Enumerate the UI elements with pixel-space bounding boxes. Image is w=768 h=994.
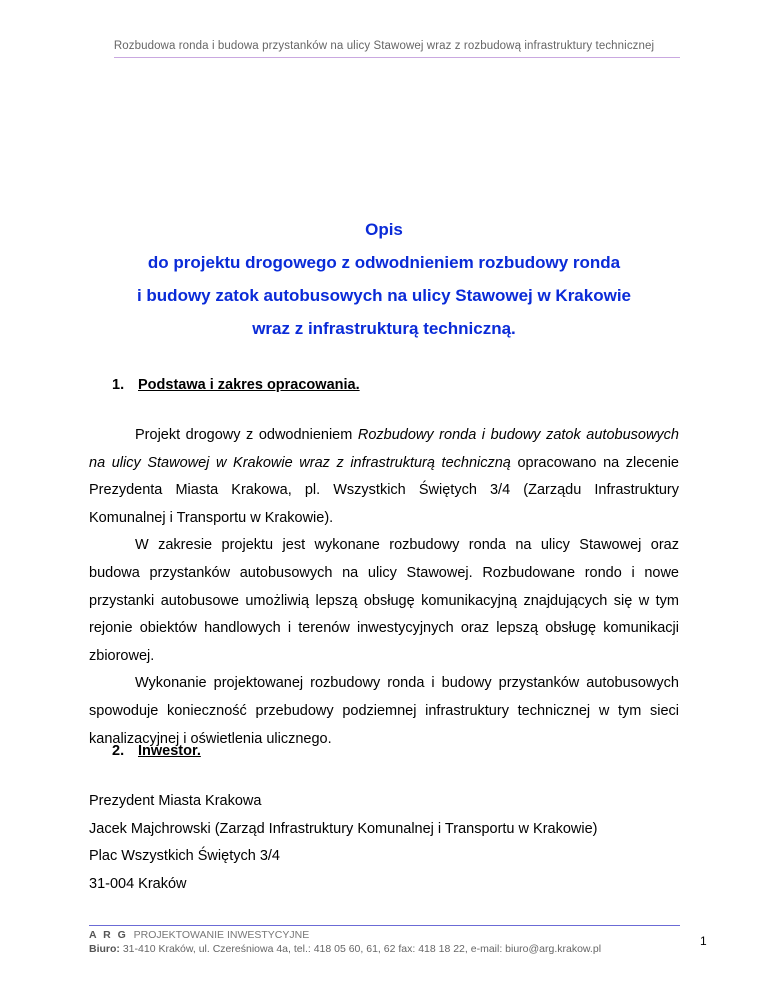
office-label: Biuro:: [89, 943, 120, 955]
investor-line: Plac Wszystkich Świętych 3/4: [89, 848, 280, 865]
paragraph-3: Wykonanie projektowanej rozbudowy ronda i budowy przystanków autobusowych spowoduje konieczność przebudowy podziemnej infrastruktury technicznej w tym sieci kanalizacyjnej i oświetlenia ulicznego.: [89, 675, 679, 747]
title-line-4: wraz z infrastrukturą techniczną.: [252, 319, 516, 338]
paragraph-1-lead: Projekt drogowy z odwodnieniem: [135, 427, 358, 443]
paragraph-1-rest: opracowano na zlecenie Prezydenta Miasta Krakowa, pl. Wszystkich Świętych 3/4 (Zarządu Infrastruktury Komunalnej i Transportu w Krakowie).: [89, 454, 679, 526]
footer-divider: [89, 925, 680, 926]
investor-line: Prezydent Miasta Krakowa: [89, 793, 262, 809]
title-line-2: do projektu drogowego z odwodnieniem rozbudowy ronda: [147, 253, 621, 272]
company-short-name: A R G: [89, 929, 128, 941]
page-number: 1: [700, 934, 707, 948]
document-title: [0, 213, 768, 345]
paragraph-1-project-name: Rozbudowy ronda i budowy zatok autobusowych na ulicy Stawowej w Krakowie wraz z infrastrukturą techniczną: [89, 427, 679, 471]
section-1-title: Podstawa i zakres opracowania.: [138, 377, 360, 393]
section-2-number: 2.: [112, 743, 125, 759]
investor-address: [89, 788, 597, 898]
office-details: 31-410 Kraków, ul. Czereśniowa 4a, tel.: 418 05 60, 61, 62 fax: 418 18 22, e-mail: biuro@arg.krakow.pl: [119, 943, 602, 955]
paragraph-1: [89, 422, 679, 532]
title-line-1: Opis: [365, 220, 403, 239]
paragraph-2: W zakresie projektu jest wykonane rozbudowy ronda na ulicy Stawowej oraz budowa przystanków autobusowych na ulicy Stawowej. Rozbudowane rondo i nowe przystanki autobusowe umożliwią lepszą obsługę komunikacyjną znajdujących się w tym rejonie obiektów handlowych i terenów inwestycyjnych oraz lepszą obsługę komunikacji zbiorowej.: [89, 537, 679, 664]
section-1-heading: [112, 377, 360, 393]
company-name: PROJEKTOWANIE INWESTYCYJNE: [133, 929, 310, 941]
header-divider: [114, 57, 680, 58]
title-line-3: i budowy zatok autobusowych na ulicy Stawowej w Krakowie: [136, 286, 632, 305]
section-1-number: 1.: [112, 377, 125, 393]
investor-line: 31-004 Kraków: [89, 875, 187, 892]
section-2-title: Inwestor.: [138, 743, 201, 759]
investor-line: Jacek Majchrowski (Zarząd Infrastruktury Komunalnej i Transportu w Krakowie): [89, 820, 598, 837]
section-1-body: [89, 422, 679, 753]
footer-office: [89, 942, 601, 956]
section-2-heading: [112, 743, 201, 759]
footer: [89, 928, 601, 956]
footer-company: [89, 928, 601, 942]
running-header: Rozbudowa ronda i budowa przystanków na ulicy Stawowej wraz z rozbudową infrastruktury technicznej: [113, 40, 655, 52]
